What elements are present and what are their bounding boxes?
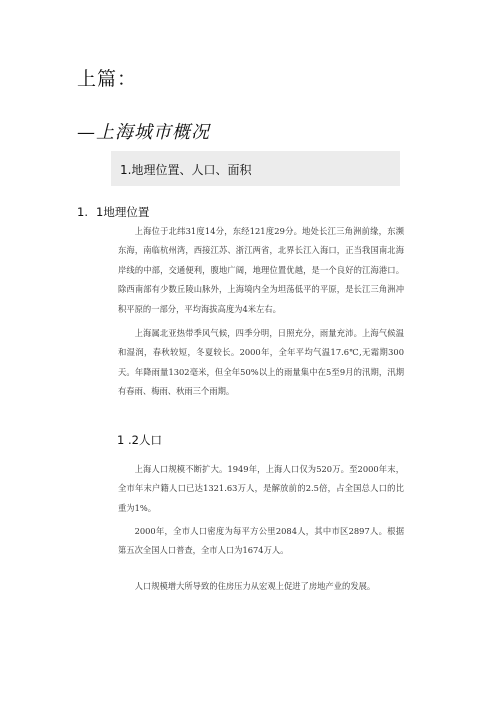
- subsection-number: 1.: [77, 205, 88, 219]
- section-heading-box: [111, 151, 400, 186]
- subsection-heading-population: 1 .2人口: [117, 433, 162, 447]
- paragraph-population-growth: 上海人口规模不断扩大。1949年，上海人口仅为520万。至2000年末，全市年末户籍人口已达1321.63万人，是解放前的2.5倍，占全国总人口的比重为1%。: [118, 464, 404, 513]
- section-heading: 1.地理位置、人口、面积: [120, 163, 252, 177]
- chapter-title: —上海城市概况: [77, 122, 210, 143]
- paragraph-population-density: 2000年，全市人口密度为每平方公里2084人，其中市区2897人。根据第五次全国人口普查，全市人口为1674万人。: [118, 526, 404, 556]
- paragraph-climate: 上海属北亚热带季风气候，四季分明，日照充分，雨量充沛。上海气候温和湿润，春秋较短，冬夏较长。2000年，全年平均气温17.6℃,无霜期300天。年降雨量1302毫米，但全年50%以上的雨量集中在5至9月的汛期，汛期有春雨、梅雨、秋雨三个雨期。: [118, 328, 404, 397]
- part-heading: 上篇：: [77, 68, 138, 90]
- paragraph-housing-pressure: 人口规模增大所导致的住房压力从宏观上促进了房地产业的发展。: [134, 581, 376, 591]
- subsection-heading-location: [77, 204, 149, 220]
- paragraph-geography: 上海位于北纬31度14分，东经121度29分。地处长江三角洲前缘，东濒东海，南临杭州湾，西接江苏、浙江两省，北界长江入海口，正当我国南北海岸线的中部，交通便利，腹地广阔，地理位置优越，是一个良好的江海港口。除西南部有少数丘陵山脉外，上海境内全为坦荡低平的平原，是长江三角洲冲积平原的一部分，平均海拔高度为4米左右。: [118, 226, 404, 314]
- subsection-title: 1地理位置: [96, 205, 150, 219]
